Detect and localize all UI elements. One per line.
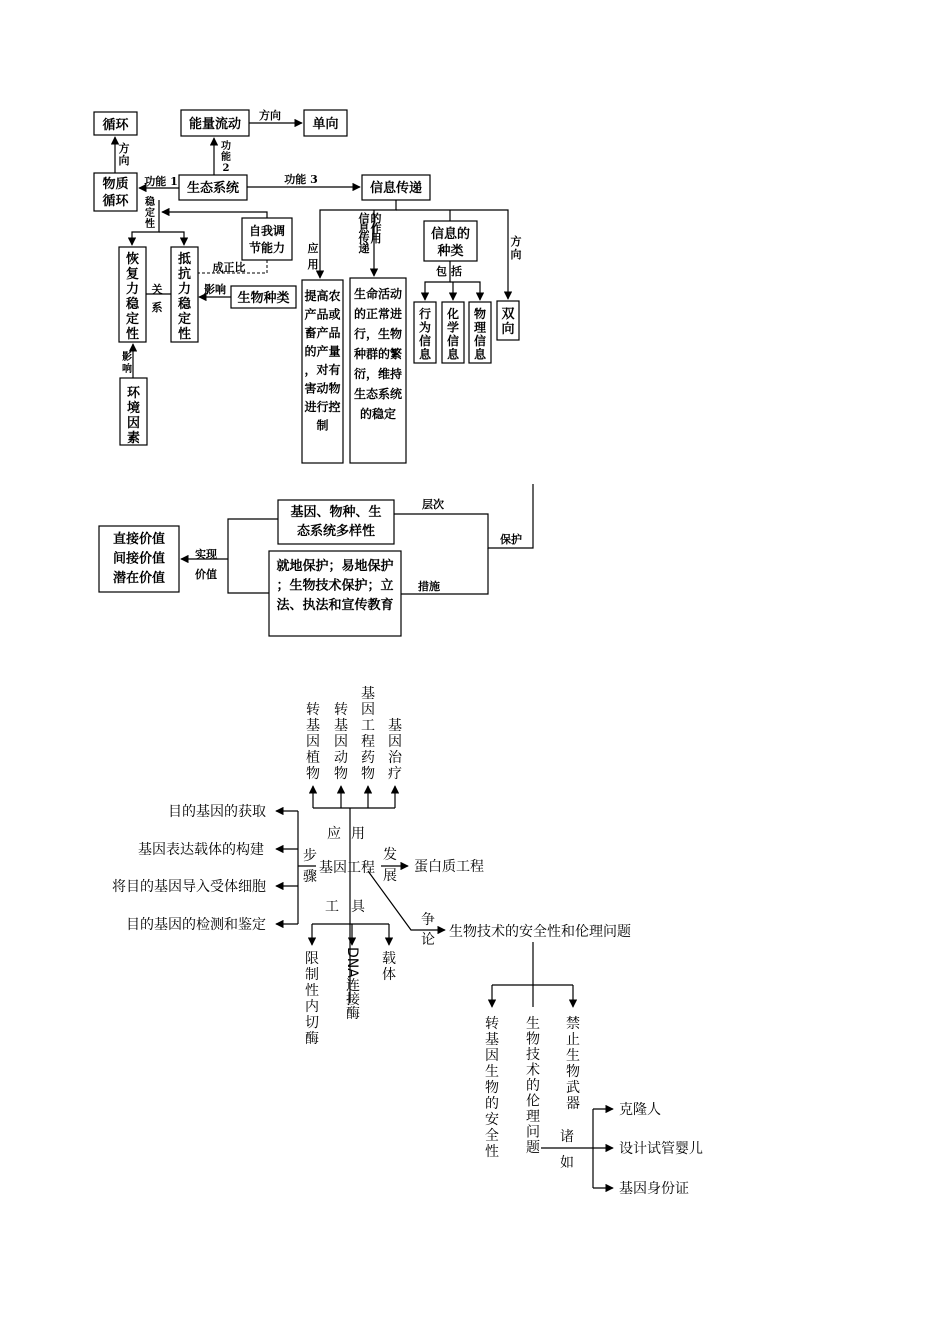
behavior-info-label: 行为信息 — [418, 307, 432, 362]
tool-item-3: 载体 — [382, 951, 396, 983]
measures-box-label: 就地保护；易地保护；生物技术保护；立法、执法和宣传教育 — [276, 559, 394, 613]
step-item-4: 目的基因的检测和鉴定 — [126, 917, 266, 933]
label-positive-ratio: 成正比 — [212, 261, 246, 274]
recovery-stability-label: 恢复力稳定性 — [125, 252, 140, 342]
genetic-engineering-diagram — [112, 685, 703, 1197]
controversy-item-1: 转基因生物的安全性 — [485, 1016, 499, 1160]
label-tools-branch: 工具 — [325, 899, 377, 915]
label-function3: 功能 3 — [284, 173, 318, 186]
application-item-4: 基因治疗 — [388, 718, 402, 782]
controversy-item-2: 生物技术的伦理问题 — [526, 1016, 540, 1156]
two-way-label: 双向 — [501, 307, 515, 337]
label-realize-value: 实现价值 — [195, 548, 217, 581]
self-regulation-label: 自我调节能力 — [248, 224, 286, 255]
chemical-info-label: 化学信息 — [446, 307, 460, 362]
ecosystem-label: 生态系统 — [186, 181, 240, 196]
arrow-eco-to-resistance — [159, 232, 184, 245]
application-item-1: 转基因植物 — [306, 702, 320, 782]
one-way-label: 单向 — [312, 117, 339, 132]
label-protect: 保护 — [500, 533, 522, 546]
label-stability: 稳定性 — [145, 197, 155, 230]
application-detail-label: 提高农产品或畜产品的产量，对有害动物进行控制 — [304, 289, 341, 433]
role-detail-label: 生命活动的正常进行，生物种群的繁衍，维持生态系统的稳定 — [353, 287, 403, 421]
label-include: 包括 — [436, 265, 466, 278]
tool-item-2: DNA连接酶 — [344, 947, 360, 1020]
label-measures: 措施 — [418, 580, 440, 593]
levels-box-label: 基因、物种、生态系统多样性 — [290, 505, 382, 539]
label-such-as: 诸如 — [560, 1129, 574, 1171]
arrow-types-to-physical — [450, 282, 480, 300]
label-function1: 功能 1 — [144, 175, 178, 188]
example-item-1: 克隆人 — [619, 1102, 661, 1118]
application-item-3: 基因工程药物 — [361, 686, 375, 782]
center-label: 基因工程 — [319, 860, 375, 876]
label-function2: 功能 2 — [221, 141, 231, 174]
species-count-label: 生物种类 — [237, 291, 290, 306]
label-direction-right: 方向 — [510, 235, 522, 261]
step-item-1: 目的基因的获取 — [168, 804, 266, 820]
label-levels: 层次 — [422, 498, 444, 511]
energy-flow-label: 能量流动 — [188, 117, 242, 132]
label-development-branch: 发展 — [383, 847, 397, 884]
application-item-2: 转基因动物 — [334, 702, 348, 782]
label-application: 应用 — [307, 242, 319, 271]
label-application-branch: 应用 — [327, 826, 375, 842]
step-item-2: 基因表达载体的构建 — [138, 842, 264, 858]
step-item-3: 将目的基因导入受体细胞 — [112, 879, 266, 895]
development-target: 蛋白质工程 — [414, 859, 484, 875]
biodiversity-diagram — [99, 484, 533, 636]
line-protect-measures — [401, 548, 488, 594]
tool-item-1: 限制性内切酶 — [305, 951, 319, 1047]
label-steps-branch: 步骤 — [303, 848, 317, 885]
values-box-label: 直接价值间接价值潜在价值 — [112, 532, 166, 586]
environment-factors-label: 环境因素 — [126, 386, 141, 446]
resistance-stability-label: 抵抗力稳定性 — [177, 252, 192, 342]
example-item-3: 基因身份证 — [619, 1181, 689, 1197]
info-transfer-label: 信息传递 — [369, 181, 423, 196]
info-types-label: 信息的种类 — [430, 227, 471, 259]
cycle-label: 循环 — [102, 118, 129, 133]
controversy-item-3: 禁止生物武器 — [566, 1016, 580, 1112]
label-direction-top: 方向 — [259, 109, 281, 122]
arrow-selfreg-to-eco — [162, 212, 267, 218]
label-info-role: 信息传递的作用 — [358, 212, 382, 255]
label-influence-bottom: 影响 — [122, 352, 132, 375]
label-influence-right: 影响 — [204, 283, 226, 296]
controversy-target: 生物技术的安全性和伦理问题 — [449, 924, 631, 940]
material-cycle-label: 物质循环 — [102, 177, 129, 209]
example-item-2: 设计试管婴儿 — [619, 1141, 703, 1157]
ecosystem-diagram — [94, 108, 522, 463]
label-controversy-branch: 争论 — [421, 912, 435, 948]
label-direction-left: 方向 — [118, 142, 130, 167]
label-relation: 关系 — [151, 283, 163, 314]
physical-info-label: 物理信息 — [473, 307, 487, 362]
